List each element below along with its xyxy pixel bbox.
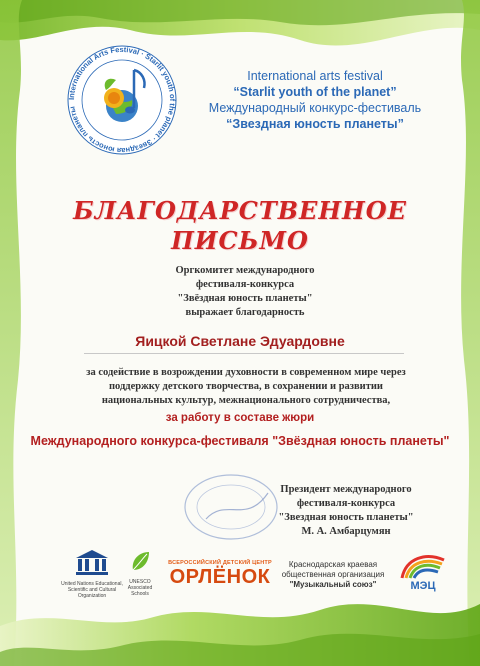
description-line-3: национальных культур, межнационального сотрудничества, [101, 395, 391, 406]
header-line-1: International arts festival [247, 69, 383, 83]
partner-logos [60, 548, 450, 608]
mec-label: МЭЦ [410, 580, 436, 592]
jury-line: за работу в составе жюри [165, 412, 315, 424]
header-line-2: “Starlit youth of the planet” [233, 85, 397, 99]
description-text [76, 366, 416, 408]
intro-line-2: фестиваля-конкурса [195, 279, 295, 290]
leaf-icon [127, 548, 153, 574]
certificate-title-line-1: БЛАГОДАРСТВЕННОЕ [73, 196, 407, 225]
music-line-3: "Музыкальный союз" [289, 580, 377, 589]
president-line-2: фестиваля-конкурса [296, 498, 396, 509]
unesco-temple-icon [72, 548, 112, 576]
mec-logo [396, 550, 450, 604]
svg-text:International Arts Festival ·: International Arts Festival · Starlit youth of the planet · Звездная юность планеты [66, 44, 178, 156]
festival-header [190, 68, 440, 132]
recipient-name: Яицкой Светлане Эдуардовне [135, 333, 345, 349]
unesco-caption: United Nations Educational, Scientific and Cultural Organization [61, 581, 123, 599]
description-line-2: поддержку детского творчества, в сохранении и развитии [109, 381, 383, 392]
intro-line-4: выражает благодарность [185, 307, 305, 318]
intro-text [120, 264, 370, 320]
intro-line-3: "Звёздная юность планеты" [177, 293, 313, 304]
header-line-3: Международный конкурс-фестиваль [208, 101, 422, 115]
description-line-1: за содействие в возрождении духовности в современном мире через [86, 367, 406, 378]
music-union-logo [278, 560, 388, 590]
rainbow-arc-icon [396, 550, 450, 580]
certificate-title-line-2: ПИСЬМО [171, 226, 309, 255]
president-line-4: М. А. Амбарцумян [301, 526, 391, 537]
contest-line: Международного конкурса-фестиваля "Звёздная юность планеты" [30, 434, 450, 448]
aspnet-caption: UNESCO Associated Schools [127, 579, 153, 597]
orlyonok-top-text: ВСЕРОССИЙСКИЙ ДЕТСКИЙ ЦЕНТР [168, 560, 272, 566]
orlyonok-name: ОРЛЁНОК [169, 566, 271, 588]
intro-line-1: Оргкомитет международного [175, 265, 315, 276]
unesco-logo [60, 548, 124, 599]
music-line-1: Краснодарская краевая [288, 560, 378, 569]
festival-logo [62, 40, 182, 160]
name-underline [84, 353, 404, 354]
president-signature-block [256, 483, 436, 539]
president-line-1: Президент международного [280, 484, 412, 495]
music-line-2: общественная организация [281, 570, 385, 579]
header-line-4: “Звездная юность планеты” [226, 117, 404, 131]
president-line-3: "Звездная юность планеты" [278, 512, 414, 523]
orlyonok-logo [160, 560, 280, 589]
aspnet-logo [120, 548, 160, 597]
